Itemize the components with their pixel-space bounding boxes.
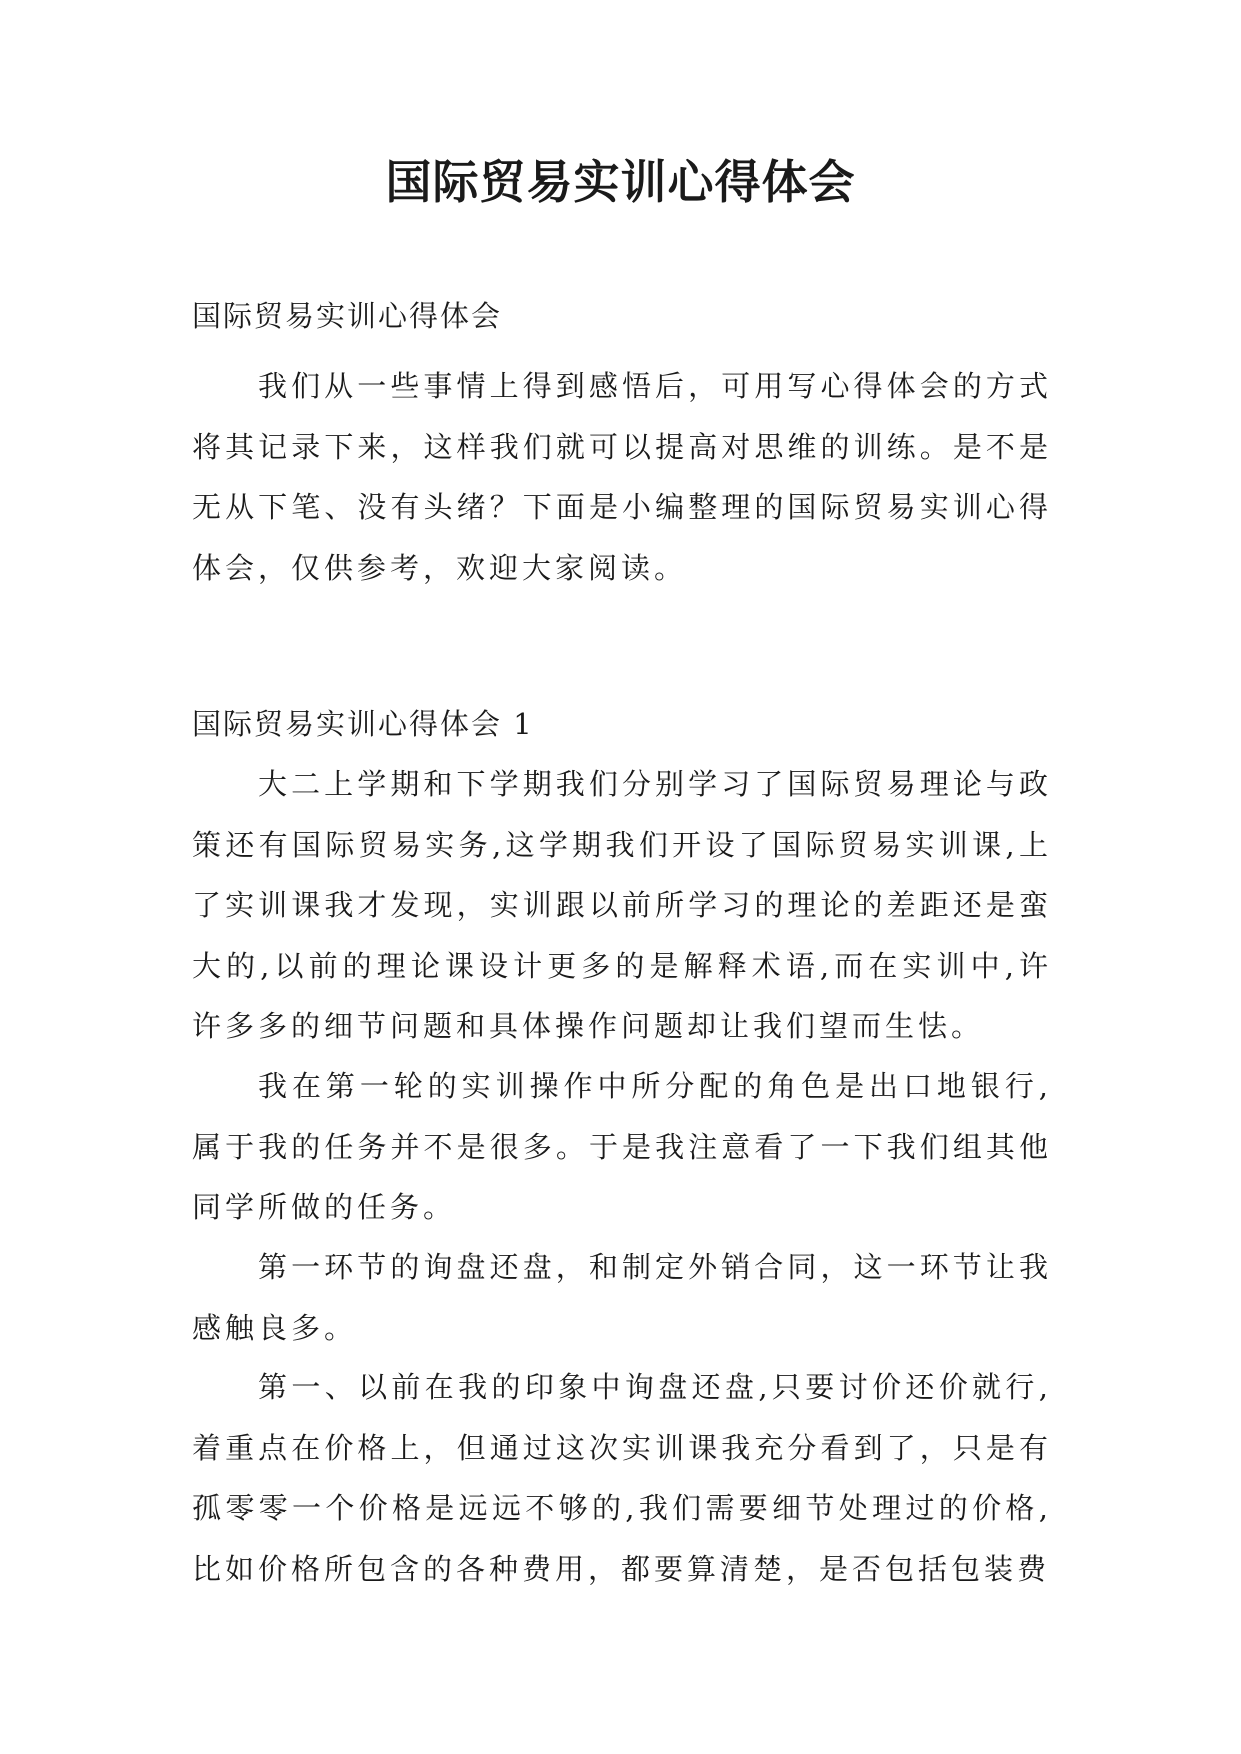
intro-paragraph: 我们从一些事情上得到感悟后，可用写心得体会的方式将其记录下来，这样我们就可以提高对思维的训练。是不是无从下笔、没有头绪？下面是小编整理的国际贸易实训心得体会，仅供参考，欢迎大家阅读。 xyxy=(192,369,1052,585)
body-paragraph-1: 大二上学期和下学期我们分别学习了国际贸易理论与政策还有国际贸易实务,这学期我们开设了国际贸易实训课,上了实训课我才发现，实训跟以前所学习的理论的差距还是蛮大的,以前的理论课设计更多的是解释术语,而在实训中,许许多多的细节问题和具体操作问题却让我们望而生怯。 xyxy=(192,767,1052,1043)
document-title: 国际贸易实训心得体会 xyxy=(385,155,856,209)
document-subtitle: 国际贸易实训心得体会 xyxy=(192,299,503,333)
body-paragraph-2: 我在第一轮的实训操作中所分配的角色是出口地银行,属于我的任务并不是很多。于是我注意看了一下我们组其他同学所做的任务。 xyxy=(192,1069,1052,1224)
body-paragraph-3: 第一环节的询盘还盘，和制定外销合同，这一环节让我感触良多。 xyxy=(192,1250,1052,1345)
section-heading: 国际贸易实训心得体会 1 xyxy=(192,707,534,741)
body-paragraph-4: 第一、以前在我的印象中询盘还盘,只要讨价还价就行,着重点在价格上，但通过这次实训课我充分看到了，只是有孤零零一个价格是远远不够的,我们需要细节处理过的价格,比如价格所包含的各种费用，都要算清楚，是否包括包装费 xyxy=(192,1370,1052,1586)
